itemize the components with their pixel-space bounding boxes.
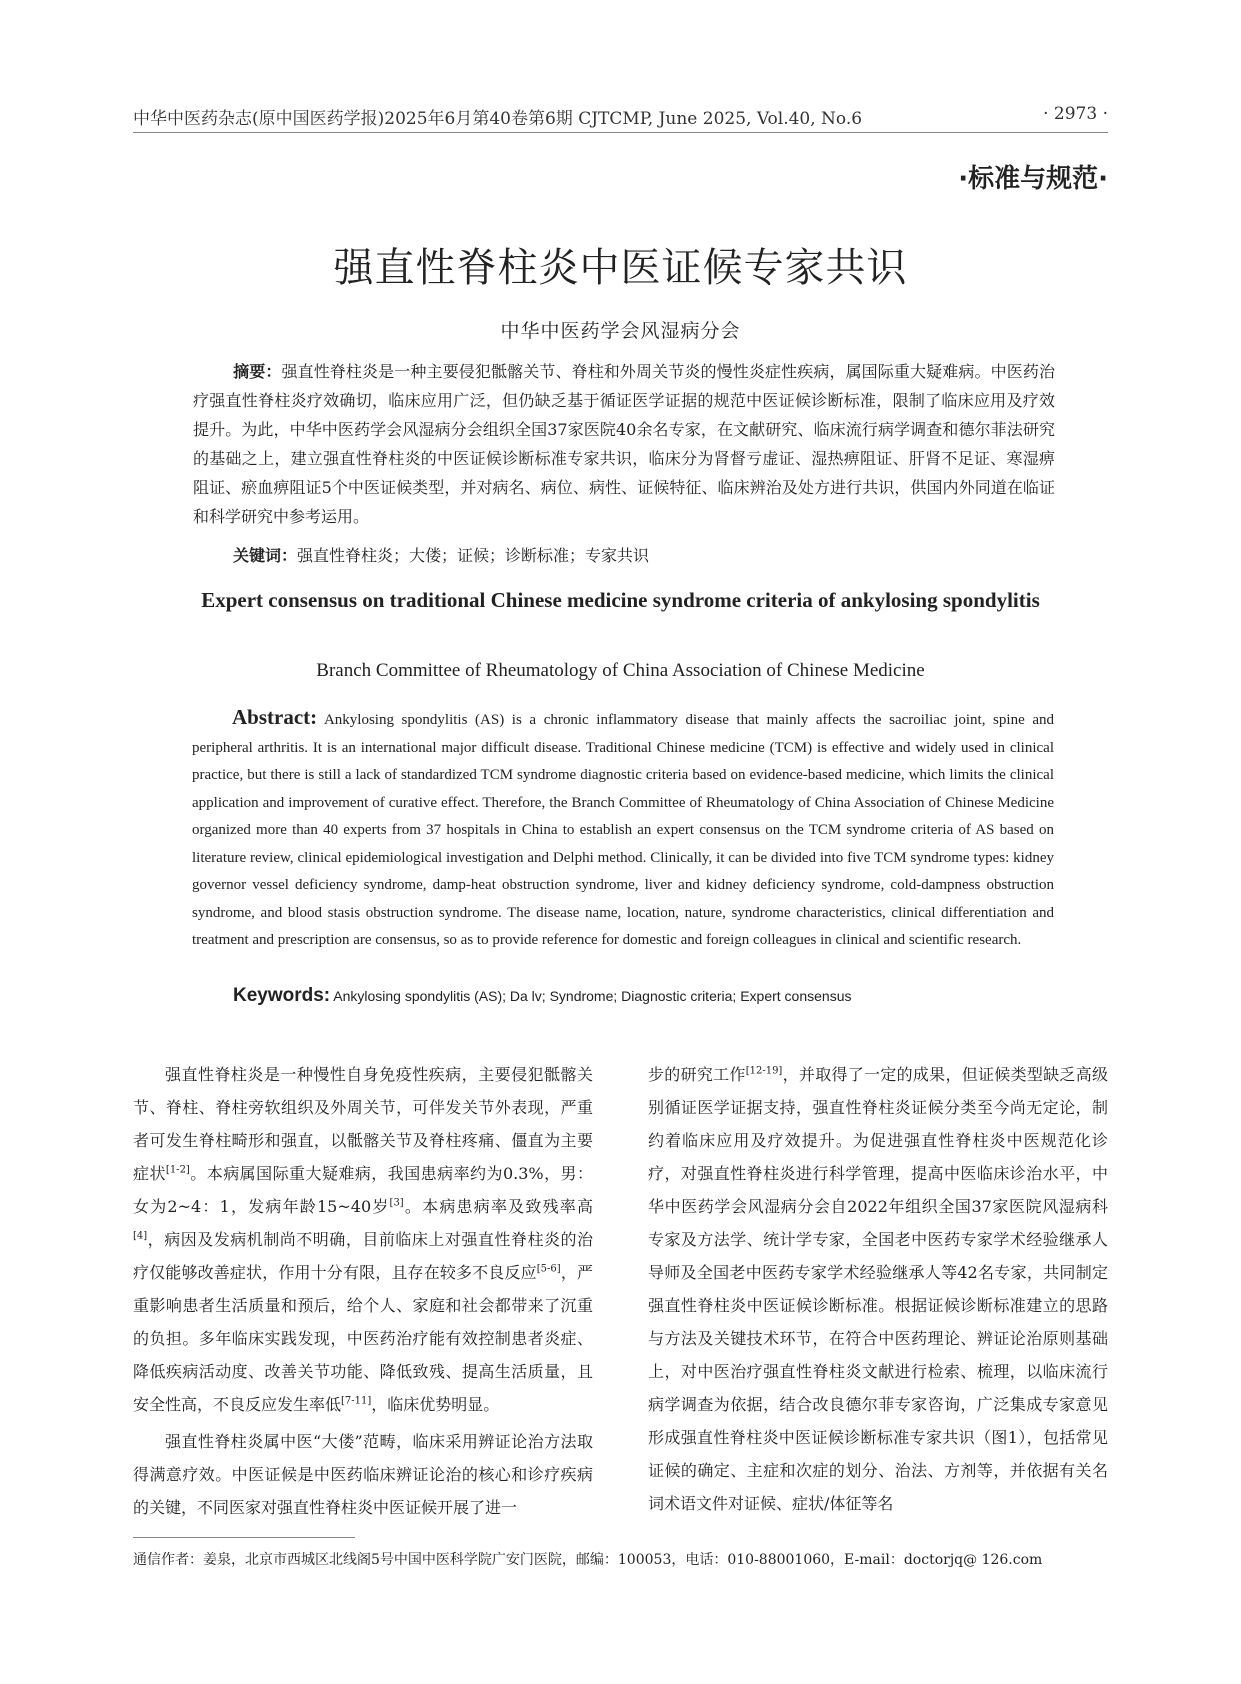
title-cn: 强直性脊柱炎中医证候专家共识 (333, 245, 908, 291)
author-en: Branch Committee of Rheumatology of China Association of Chinese Medicine (316, 660, 925, 681)
body-paragraph: 强直性脊柱炎属中医“大偻”范畴，临床采用辨证论治方法取得满意疗效。中医证候是中医药临床辨证论治的核心和诊疗疾病的关键，不同医家对强直性脊柱炎中医证候开展了进一 (133, 1432, 593, 1517)
citation: [7-11] (341, 1395, 372, 1407)
citation: [4] (133, 1230, 148, 1242)
author-cn: 中华中医药学会风湿病分会 (500, 320, 741, 342)
keywords-en-label: Keywords: (233, 985, 331, 1006)
body-paragraph: 强直性脊柱炎是一种慢性自身免疫性疾病，主要侵犯骶髂关节、脊柱、脊柱旁软组织及外周关节，可伴发关节外表现，严重者可发生脊柱畸形和强直，以骶髂关节及脊柱疼痛、僵直为主要症状[1-2]。本病属国际重大疑难病，我国患病率约为0.3%，男：女为2~4：1，发病年龄15~40岁[3]。本病患病率及致残率高[4]，病因及发病机制尚不明确，目前临床上对强直性脊柱炎的治疗仅能够改善症状，作用十分有限，且存在较多不良反应[5-6]，严重影响患者生活质量和预后，给个人、家庭和社会都带来了沉重的负担。多年临床实践发现，中医药治疗能有效控制患者炎症、降低疾病活动度、改善关节功能、降低致残、提高生活质量，且安全性高，不良反应发生率低[7-11]，临床优势明显。 (133, 1065, 593, 1414)
keywords-cn (233, 541, 1055, 570)
footnote-divider (133, 1537, 355, 1538)
section-tag: ·标准与规范· (958, 164, 1108, 194)
abstract-en-label: Abstract: (232, 705, 318, 729)
keywords-cn-text: 强直性脊柱炎；大偻；证候；诊断标准；专家共识 (297, 546, 650, 565)
page-number: · 2973 · (1043, 104, 1108, 124)
abstract-en-text: Ankylosing spondylitis (AS) is a chronic inflammatory disease that mainly affects the sacroiliac joint, spine and peripheral arthritis. It is an international major difficult disease. Traditional Chinese medicine (TCM) is effective and widely used in clinical practice, but there is still a lack of standardized TCM syndrome diagnostic criteria based on evidence-based medicine, which limits the clinical application and improvement of curative effect. Therefore, the Branch Committee of Rheumatology of China Association of Chinese Medicine organized more than 40 experts from 37 hospitals in China to establish an expert consensus on the TCM syndrome criteria of AS based on literature review, clinical epidemiological investigation and Delphi method. Clinically, it can be divided into five TCM syndrome types: kidney governor vessel deficiency syndrome, damp-heat obstruction syndrome, liver and kidney deficiency syndrome, cold-dampness obstruction syndrome, and blood stasis obstruction syndrome. The disease name, location, nature, syndrome characteristics, clinical differentiation and treatment and prescription are consensus, so as to provide reference for domestic and foreign colleagues in clinical and scientific research. (192, 712, 1054, 948)
body-paragraph: 步的研究工作[12-19]，并取得了一定的成果，但证候类型缺乏高级别循证医学证据支持，强直性脊柱炎证候分类至今尚无定论，制约着临床应用及疗效提升。为促进强直性脊柱炎中医规范化诊疗，对强直性脊柱炎进行科学管理，提高中医临床诊治水平，中华中医药学会风湿病分会自2022年组织全国37家医院风湿病科专家及方法学、统计学专家，全国老中医药专家学术经验继承人导师及全国老中医药专家学术经验继承人等42名专家，共同制定强直性脊柱炎中医证候诊断标准。根据证候诊断标准建立的思路与方法及关键技术环节，在符合中医药理论、辨证论治原则基础上，对中医治疗强直性脊柱炎文献进行检索、梳理，以临床流行病学调查为依据，结合改良德尔菲专家咨询，广泛集成专家意见形成强直性脊柱炎中医证候诊断标准专家共识（图1），包括常见证候的确定、主症和次症的划分、治法、方剂等，并依据有关名词术语文件对证候、症状/体征等名 (648, 1065, 1108, 1513)
abstract-en (192, 704, 1054, 955)
citation: [12-19] (745, 1065, 783, 1077)
abstract-cn (193, 357, 1055, 531)
citation: [5-6] (536, 1263, 561, 1275)
keywords-cn-label: 关键词： (233, 546, 298, 565)
body-column-right (648, 1058, 1108, 1520)
journal-citation: 中华中医药杂志(原中国医药学报)2025年6月第40卷第6期 CJTCMP, June 2025, Vol.40, No.6 (133, 109, 863, 129)
title-en: Expert consensus on traditional Chinese medicine syndrome criteria of ankylosing spondylitis (201, 588, 1040, 612)
citation: [3] (389, 1197, 404, 1209)
corresponding-author-footnote: 通信作者：姜泉，北京市西城区北线阁5号中国中医科学院广安门医院，邮编：100053，电话：010-88001060，E-mail：doctorjq@ 126.com (133, 1552, 1043, 1568)
body-column-left (133, 1058, 593, 1524)
keywords-en (233, 982, 1055, 1010)
running-header (133, 100, 1108, 133)
citation: [1-2] (165, 1164, 190, 1176)
keywords-en-text: Ankylosing spondylitis (AS); Da lv; Syndrome; Diagnostic criteria; Expert consensus (333, 988, 852, 1004)
abstract-cn-label: 摘要： (233, 362, 282, 381)
abstract-cn-text: 强直性脊柱炎是一种主要侵犯骶髂关节、脊柱和外周关节炎的慢性炎症性疾病，属国际重大疑难病。中医药治疗强直性脊柱炎疗效确切，临床应用广泛，但仍缺乏基于循证医学证据的规范中医证候诊断标准，限制了临床应用及疗效提升。为此，中华中医药学会风湿病分会组织全国37家医院40余名专家，在文献研究、临床流行病学调查和德尔菲法研究的基础之上，建立强直性脊柱炎的中医证候诊断标准专家共识，临床分为肾督亏虚证、湿热痹阻证、肝肾不足证、寒湿痹阻证、瘀血痹阻证5个中医证候类型，并对病名、病位、病性、证候特征、临床辨治及处方进行共识，供国内外同道在临证和科学研究中参考运用。 (193, 362, 1055, 526)
